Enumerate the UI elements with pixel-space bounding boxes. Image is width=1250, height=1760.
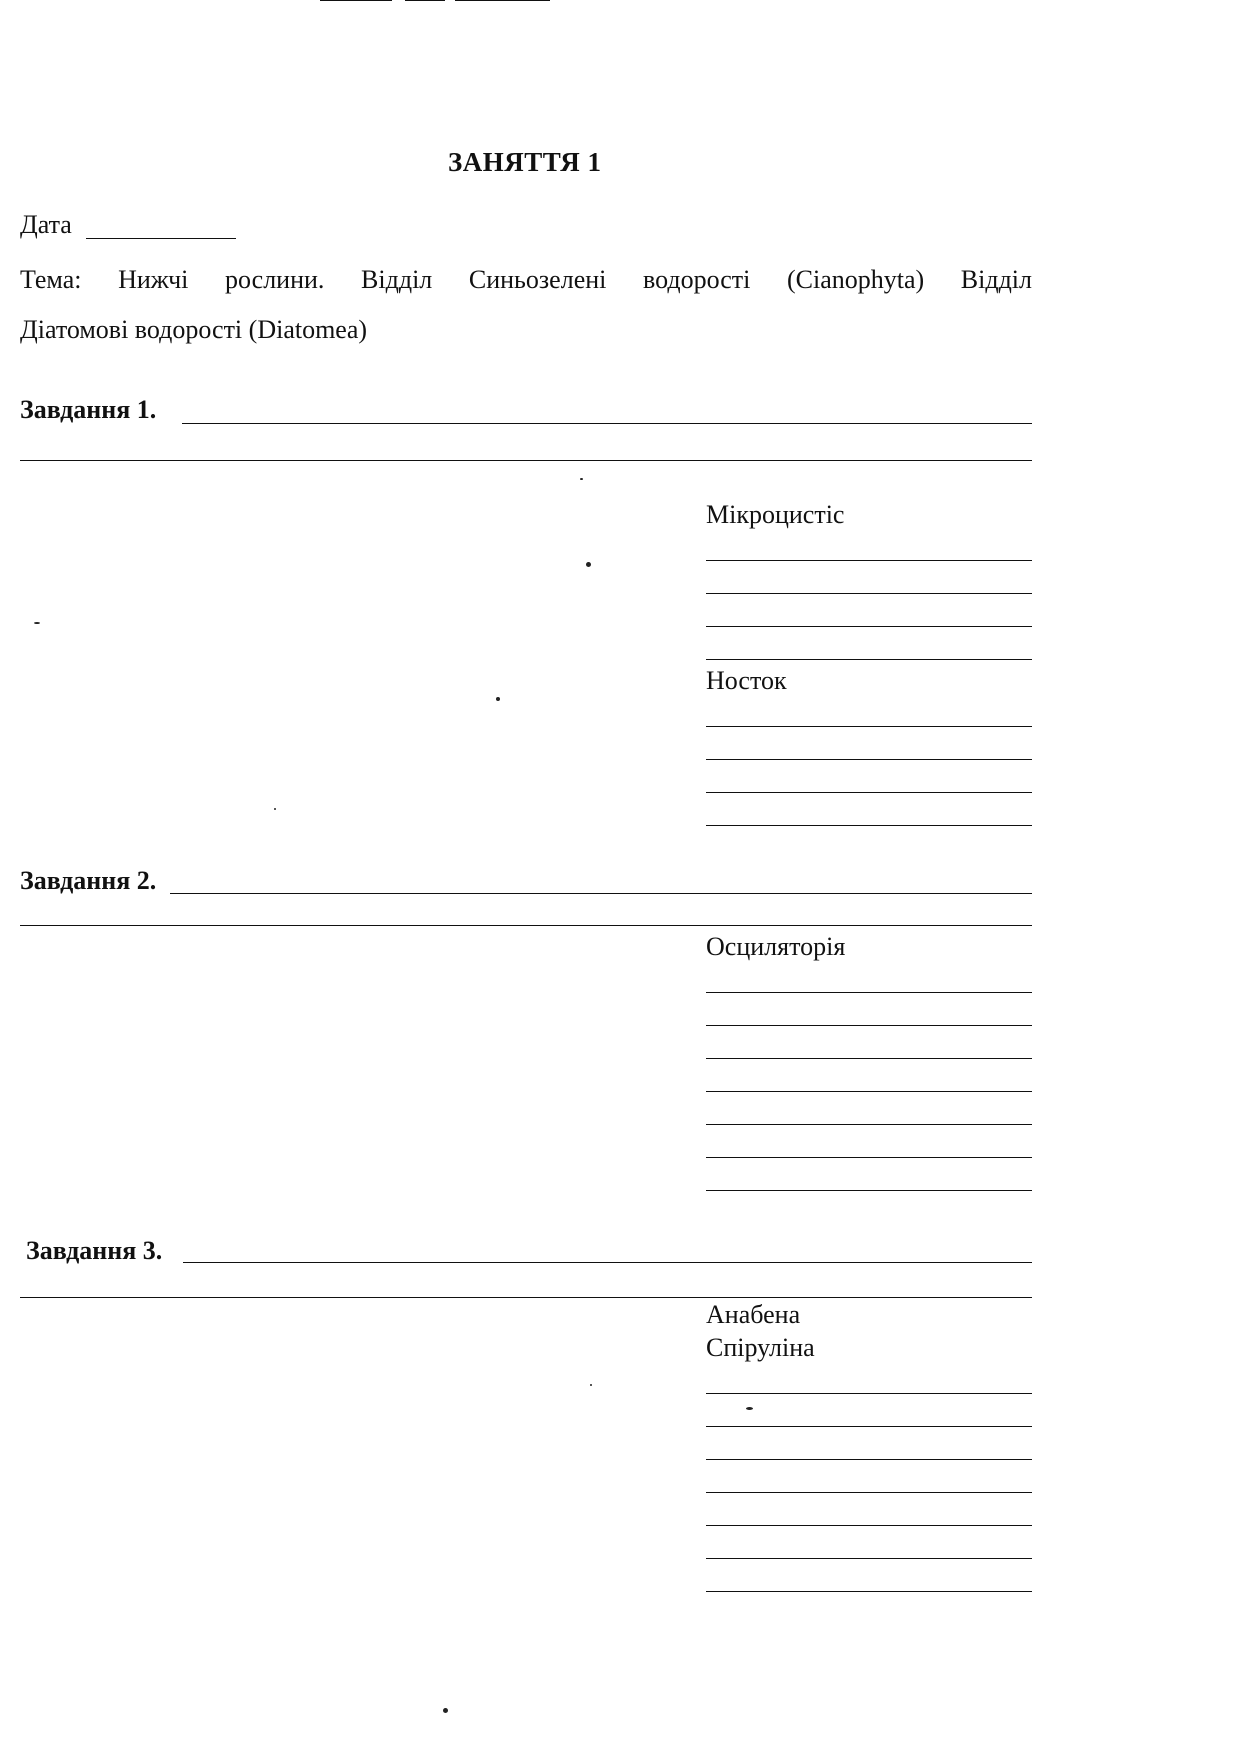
task-3-answer-line[interactable] bbox=[20, 1297, 1032, 1298]
caption-answer-line[interactable] bbox=[706, 1558, 1032, 1559]
scan-artifact-line bbox=[405, 0, 445, 1]
caption-answer-line[interactable] bbox=[706, 825, 1032, 826]
caption-answer-line[interactable] bbox=[706, 1525, 1032, 1526]
task-2-label: Завдання 2. bbox=[20, 866, 157, 895]
caption-mikrotsystis: Мікроцистіс bbox=[706, 500, 845, 529]
scan-speck bbox=[746, 1407, 753, 1410]
scan-speck bbox=[586, 562, 591, 567]
date-label: Дата bbox=[20, 210, 72, 239]
scan-speck bbox=[34, 622, 40, 624]
task-3-answer-line[interactable] bbox=[183, 1262, 1032, 1263]
caption-answer-line[interactable] bbox=[706, 992, 1032, 993]
scan-speck bbox=[274, 808, 276, 810]
page-title: ЗАНЯТТЯ 1 bbox=[448, 147, 602, 177]
caption-nostok: Носток bbox=[706, 666, 787, 695]
caption-answer-line[interactable] bbox=[706, 1157, 1032, 1158]
scan-speck bbox=[580, 478, 583, 480]
scan-artifact-line bbox=[455, 0, 550, 1]
caption-anabena: Анабена bbox=[706, 1300, 801, 1329]
caption-answer-line[interactable] bbox=[706, 1426, 1032, 1427]
caption-answer-line[interactable] bbox=[706, 1025, 1032, 1026]
caption-answer-line[interactable] bbox=[706, 560, 1032, 561]
caption-answer-line[interactable] bbox=[706, 759, 1032, 760]
caption-answer-line[interactable] bbox=[706, 1058, 1032, 1059]
caption-answer-line[interactable] bbox=[706, 1190, 1032, 1191]
scan-speck bbox=[443, 1708, 448, 1713]
scan-speck bbox=[496, 697, 500, 701]
caption-answer-line[interactable] bbox=[706, 792, 1032, 793]
caption-answer-line[interactable] bbox=[706, 593, 1032, 594]
date-field-line[interactable] bbox=[86, 238, 236, 239]
caption-answer-line[interactable] bbox=[706, 626, 1032, 627]
task-3-label: Завдання 3. bbox=[26, 1236, 163, 1265]
task-1-answer-line[interactable] bbox=[182, 423, 1032, 424]
task-2-answer-line[interactable] bbox=[170, 893, 1032, 894]
caption-otsyliatoriia: Осциляторія bbox=[706, 932, 846, 961]
scan-artifact-line bbox=[320, 0, 392, 1]
task-1-label: Завдання 1. bbox=[20, 395, 157, 424]
task-2-answer-line[interactable] bbox=[20, 925, 1032, 926]
caption-spirulina: Спіруліна bbox=[706, 1333, 815, 1362]
caption-answer-line[interactable] bbox=[706, 1091, 1032, 1092]
caption-answer-line[interactable] bbox=[706, 1591, 1032, 1592]
task-1-answer-line[interactable] bbox=[20, 460, 1032, 461]
caption-answer-line[interactable] bbox=[706, 1492, 1032, 1493]
topic-line-2: Діатомові водорості (Diatomea) bbox=[20, 315, 368, 344]
caption-answer-line[interactable] bbox=[706, 1459, 1032, 1460]
caption-answer-line[interactable] bbox=[706, 1124, 1032, 1125]
caption-answer-line[interactable] bbox=[706, 659, 1032, 660]
caption-answer-line[interactable] bbox=[706, 1393, 1032, 1394]
caption-answer-line[interactable] bbox=[706, 726, 1032, 727]
scan-speck bbox=[590, 1384, 592, 1386]
topic-line-1: Тема: Нижчі рослини. Відділ Синьозелені водорості (Cianophyta) Відділ bbox=[20, 265, 1032, 294]
